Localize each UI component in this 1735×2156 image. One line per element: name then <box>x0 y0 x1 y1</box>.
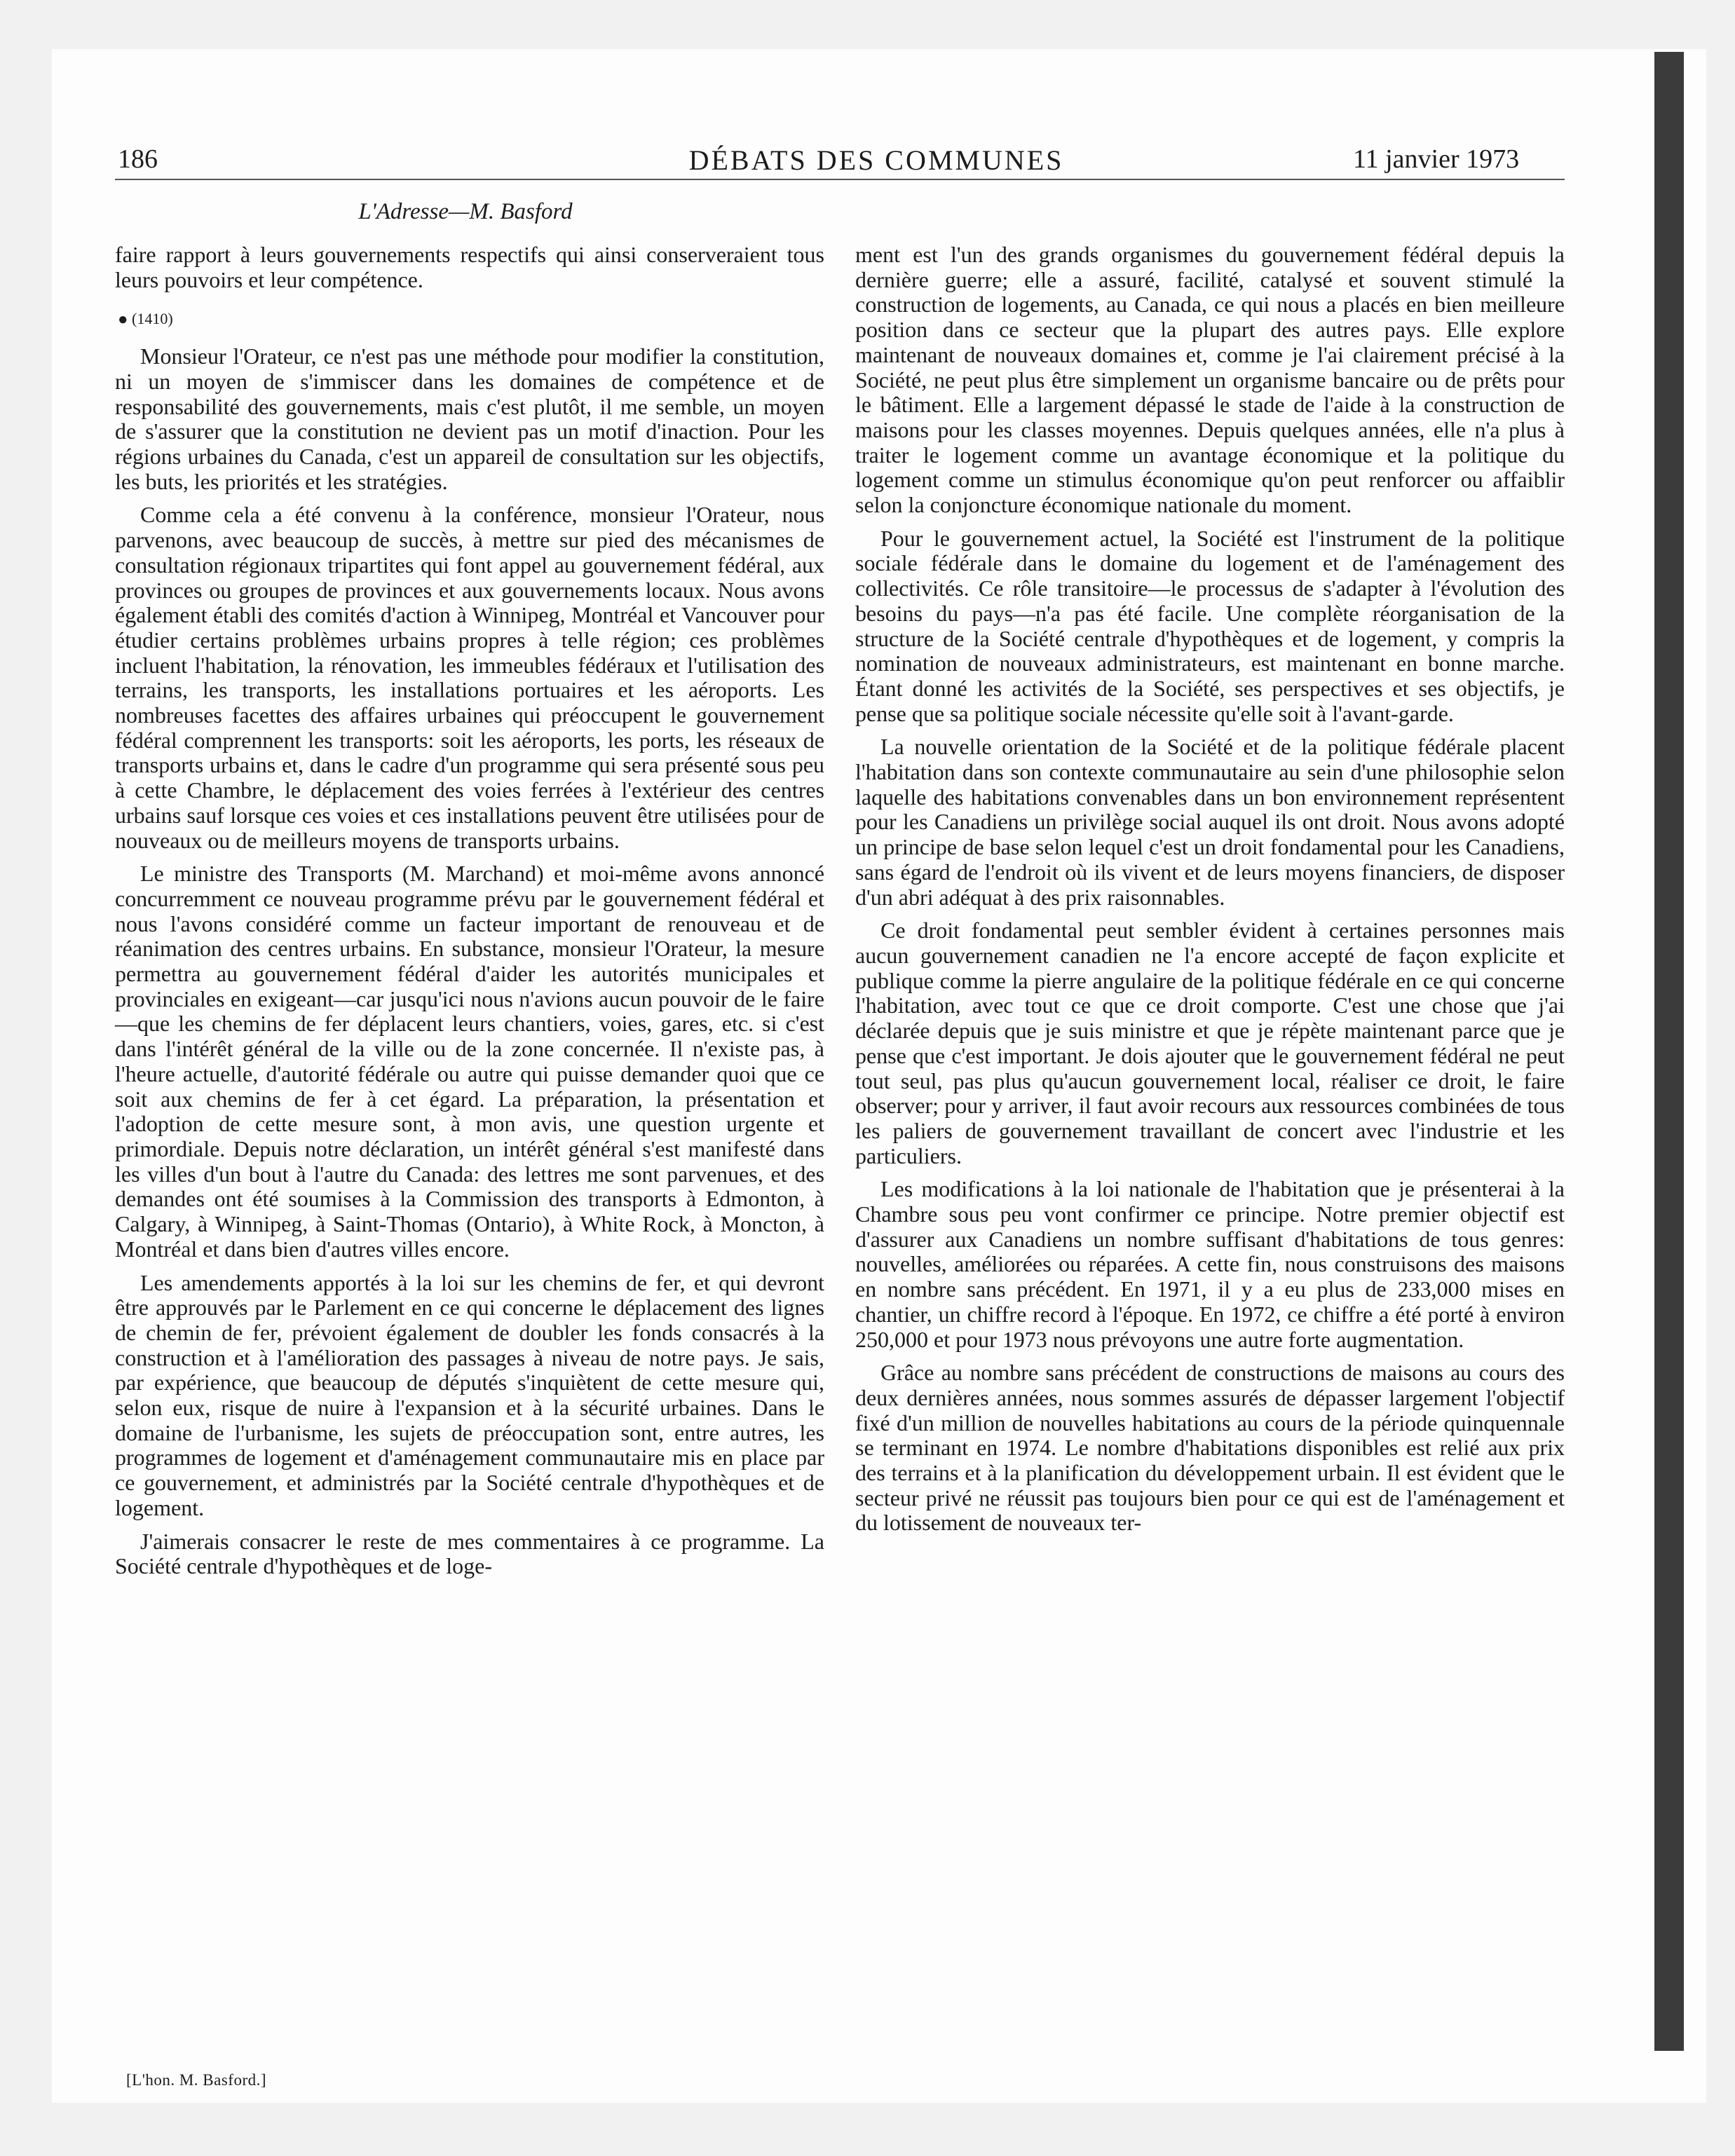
header-rule <box>115 179 1565 180</box>
paragraph: Comme cela a été convenu à la conférence, monsieur l'Orateur, nous parvenons, avec beaucoup de succès, à mettre sur pied des mécanismes de consultation régionaux tripartites qui font appel au gouvernement fédéral, aux provinces ou groupes de provinces et aux gouvernements locaux. Nous avons également établi des comités d'action à Winnipeg, Montréal et Vancouver pour étudier certains problèmes urbains propres à telle région; ces problèmes incluent l'habitation, la rénovation, les immeubles fédéraux et l'utilisation des terrains, les transports, les installations portuaires et les aéroports. Les nombreuses facettes des affaires urbaines qui préoccupent le gouvernement fédéral comprennent les transports: soit les aéroports, les ports, les réseaux de transports urbains et, dans le cadre d'un programme qui sera présenté sous peu à cette Chambre, le déplacement des voies ferrées à l'extérieur des centres urbains sauf lorsque ces voies et ces installations peuvent être utilisées pour de nouveaux ou de meilleurs moyens de transports urbains. <box>115 502 824 853</box>
speaker-attribution: [L'hon. M. Basford.] <box>126 2071 267 2089</box>
bullet-icon: ● <box>118 311 128 329</box>
left-column <box>115 243 824 1579</box>
paragraph: Les modifications à la loi nationale de l'habitation que je présenterai à la Chambre sous peu vont confirmer ce principe. Notre premier objectif est d'assurer aux Canadiens un nombre suffisant d'habitations de tous genres: nouvelles, améliorées ou réparées. A cette fin, nous construisons des maisons en nombre sans précédent. En 1971, il y a eu plus de 233,000 mises en chantier, un chiffre record à l'époque. En 1972, ce chiffre a été porté à environ 250,000 et pour 1973 nous prévoyons une autre forte augmentation. <box>855 1176 1565 1352</box>
paragraph: La nouvelle orientation de la Société et de la politique fédérale placent l'habitation dans son contexte communautaire au sein d'une philosophie selon laquelle des habitations convenables dans un bon environnement représentent pour les Canadiens un privilège social auquel ils ont droit. Nous avons adopté un principe de base selon lequel c'est un droit fondamental pour les Canadiens, sans égard de l'endroit où ils vivent et de leurs moyens financiers, de disposer d'un abri adéquat à des prix raisonnables. <box>855 734 1565 910</box>
paragraph: Pour le gouvernement actuel, la Société est l'instrument de la politique sociale fédérale dans le domaine du logement et de l'aménagement des collectivités. Ce rôle transitoire—le processus de s'adapter à l'évolution des besoins du pays—n'a pas été facile. Une complète réorganisation de la structure de la Société centrale d'hypothèques et de logement, y compris la nomination de nouveaux administrateurs, est maintenant en bonne marche. Étant donné les activités de la Société, ses perspectives et ses objectifs, je pense que sa politique sociale nécessite qu'elle soit à l'avant-garde. <box>855 525 1565 726</box>
paragraph: J'aimerais consacrer le reste de mes commentaires à ce programme. La Société centrale d'hypothèques et de loge- <box>115 1528 824 1579</box>
paragraph: Le ministre des Transports (M. Marchand) et moi-même avons annoncé concurremment ce nouveau programme prévu par le gouvernement fédéral et nous l'avons considéré comme un facteur important de renouveau et de réanimation des centres urbains. En substance, monsieur l'Orateur, la mesure permettra au gouvernement fédéral d'aider les autorités municipales et provinciales en exigeant—car jusqu'ici nous n'avions aucun pouvoir de le faire—que les chemins de fer déplacent leurs chantiers, voies, gares, etc. si c'est dans l'intérêt général de la ville ou de la zone concernée. Il n'existe pas, à l'heure actuelle, d'autorité fédérale ou autre qui puisse demander quoi que ce soit aux chemins de fer à cet égard. La préparation, la présentation et l'adoption de cette mesure sont, à mon avis, une question urgente et primordiale. Depuis notre déclaration, un intérêt général s'est manifesté dans les villes d'un bout à l'autre du Canada: des lettres me sont parvenues, et des demandes ont été soumises à la Commission des transports à Edmonton, à Calgary, à Winnipeg, à Saint-Thomas (Ontario), à White Rock, à Moncton, à Montréal et dans bien d'autres villes encore. <box>115 861 824 1262</box>
paragraph: Monsieur l'Orateur, ce n'est pas une méthode pour modifier la constitution, ni un moyen de s'immiscer dans les domaines de compétence et de responsabilité des gouvernements, mais c'est plutôt, il me semble, un moyen de s'assurer que la constitution ne devient pas un motif d'inaction. Pour les régions urbaines du Canada, c'est un appareil de consultation sur les objectifs, les buts, les priorités et les stratégies. <box>115 343 824 494</box>
time-marker <box>115 306 824 333</box>
paragraph: faire rapport à leurs gouvernements respectifs qui ainsi conserveraient tous leurs pouvoirs et leur compétence. <box>115 242 824 292</box>
right-column <box>855 243 1565 1536</box>
page-number: 186 <box>118 144 158 174</box>
paragraph: Ce droit fondamental peut sembler évident à certaines personnes mais aucun gouvernement canadien ne l'a encore accepté de façon explicite et publique comme la pierre angulaire de la politique fédérale en ce qui concerne l'habitation, avec tout ce que ce droit comporte. C'est une chose que j'ai déclarée depuis que je suis ministre et que je répète maintenant parce que je pense que c'est important. Je dois ajouter que le gouvernement fédéral ne peut tout seul, pas plus qu'aucun gouvernement local, réaliser ce droit, le faire observer; pour y arriver, il faut avoir recours aux ressources combinées de tous les paliers de gouvernement travaillant de concert avec l'industrie et les particuliers. <box>855 917 1565 1168</box>
running-head: L'Adresse—M. Basford <box>358 199 573 224</box>
time-marker-label: (1410) <box>132 310 173 328</box>
scan-edge-shadow <box>1654 52 1684 2051</box>
paragraph: Les amendements apportés à la loi sur les chemins de fer, et qui devront être approuvés par le Parlement en ce qui concerne le déplacement des lignes de chemin de fer, prévoient également de doubler les fonds consacrés à la construction et à l'amélioration des passages à niveau de notre pays. Je sais, par expérience, que beaucoup de députés s'inquiètent de cette mesure qui, selon eux, risque de nuire à l'expansion et à la sécurité urbaines. Dans le domaine de l'urbanisme, les sujets de préoccupation sont, entre autres, les programmes de logement et d'aménagement communautaire mis en place par ce gouvernement, et administrés par la Société centrale d'hypothèques et de logement. <box>115 1269 824 1520</box>
paragraph: ment est l'un des grands organismes du gouvernement fédéral depuis la dernière guerre; elle a assuré, facilité, catalysé et souvent stimulé la construction de logements, au Canada, ce qui nous a placés en bien meilleure position dans ce secteur que la plupart des autres pays. Elle explore maintenant de nouveaux domaines et, comme je l'ai clairement précisé à la Société, ne peut plus être simplement un organisme bancaire ou de prêts pour le bâtiment. Elle a largement dépassé le stade de l'aide à la construction de maisons pour les classes moyennes. Depuis quelques années, elle n'a plus à traiter le logement comme un avantage économique et la politique du logement comme un stimulus économique qu'on peut renforcer ou affaiblir selon la conjoncture économique nationale du moment. <box>855 242 1565 518</box>
issue-date: 11 janvier 1973 <box>1353 144 1520 174</box>
publication-title: DÉBATS DES COMMUNES <box>688 144 1064 176</box>
paragraph: Grâce au nombre sans précédent de constructions de maisons au cours des deux dernières années, nous sommes assurés de dépasser largement l'objectif fixé d'un million de nouvelles habitations au cours de la période quinquennale se terminant en 1974. Le nombre d'habitations disponibles est relié aux prix des terrains et à la planification du développement urbain. Il est évident que le secteur privé ne réussit pas toujours bien pour ce qui est de l'aménagement et du lotissement de nouveaux ter- <box>855 1360 1565 1536</box>
